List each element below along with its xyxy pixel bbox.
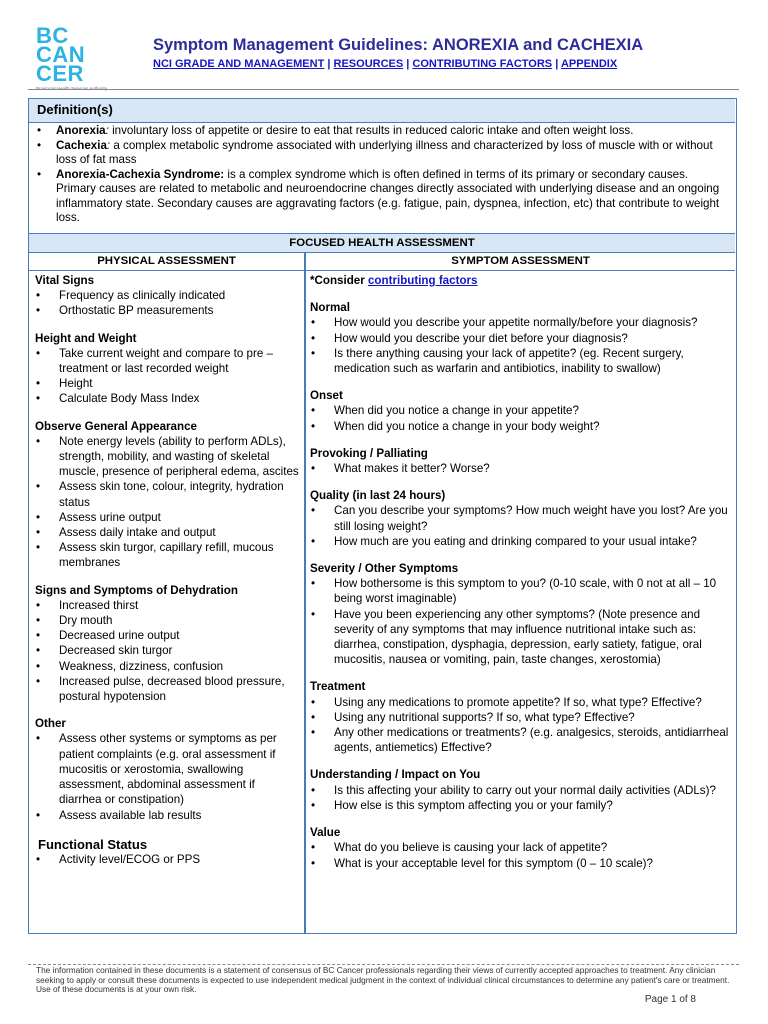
list-item: • Increased thirst [35, 598, 300, 613]
list-item: • What do you believe is causing your lack of appetite? [310, 840, 732, 855]
list [310, 576, 732, 667]
section-title: Other [35, 717, 66, 731]
definition-item: • Anorexia-Cachexia Syndrome: is a complex syndrome which is often defined in terms of its primary or secondary causes. Primary causes are related to metabolic and neuroendocrine changes directly associated with underlying disease and an ongoing inflammatory state. Secondary causes are aggravating factors (e.g. fatigue, pain, dyspnea, infection, etc) that contribute to weight loss. [29, 168, 729, 226]
logo-line-3: CER [36, 61, 84, 86]
list-item: • Height [35, 376, 300, 391]
list [35, 598, 300, 704]
list-item: • Calculate Body Mass Index [35, 391, 300, 406]
list-item: • Note energy levels (ability to perform ADLs), strength, mobility, and wasting of skeletal muscle, presence of peripheral edema, ascites [35, 434, 300, 480]
list-item: • Take current weight and compare to pre – treatment or last recorded weight [35, 346, 300, 376]
section-title: Onset [310, 389, 343, 403]
list-item: • Weakness, dizziness, confusion [35, 659, 300, 674]
list-item: • Decreased urine output [35, 628, 300, 643]
list-item: • How bothersome is this symptom to you? (0-10 scale, with 0 not at all – 10 being worst imaginable) [310, 576, 732, 606]
list-item: • Any other medications or treatments? (e.g. analgesics, steroids, antidiarrheal agents, antiemetics) Effective? [310, 725, 732, 755]
list [310, 503, 732, 549]
column-divider [304, 253, 306, 933]
definitions-heading: Definition(s) [37, 102, 113, 117]
section-title: Quality (in last 24 hours) [310, 489, 446, 503]
definitions-list [29, 124, 729, 226]
list-item: • Assess urine output [35, 510, 300, 525]
list-item: • Is there anything causing your lack of appetite? (eg. Recent surgery, medication such as warfarin and antibiotics, inability to swallow) [310, 346, 732, 376]
list-item: • Assess daily intake and output [35, 525, 300, 540]
header-divider [28, 89, 739, 90]
section-title: Provoking / Palliating [310, 446, 428, 460]
list-item: • When did you notice a change in your appetite? [310, 403, 732, 418]
list [310, 315, 732, 376]
section-title: Vital Signs [35, 274, 95, 287]
section-title: Severity / Other Symptoms [310, 562, 459, 576]
logo-line-2: CAN [36, 42, 86, 67]
list-item: • Using any medications to promote appetite? If so, what type? Effective? [310, 695, 732, 710]
list [310, 403, 732, 433]
section-title: Treatment [310, 680, 366, 694]
physical-assessment-heading: PHYSICAL ASSESSMENT [29, 253, 304, 271]
list-item: • What is your acceptable level for this symptom (0 – 10 scale)? [310, 856, 732, 871]
list-item: • Dry mouth [35, 613, 300, 628]
list-item: • Have you been experiencing any other symptoms? (Note presence and severity of any symptoms that may influence nutritional intake such as: diarrhea, constipation, dysphagia, depression, early satiety, fatigue, oral mucositis, nausea or vomiting, pain, taste changes, xerostomia) [310, 607, 732, 668]
physical-assessment-column [35, 273, 300, 867]
consider-note: *Consider contributing factors [310, 274, 478, 287]
section-nav [153, 58, 617, 70]
definition-item: • Cachexia: a complex metabolic syndrome associated with underlying illness and characterized by loss of muscle with or without loss of fat mass [29, 139, 729, 168]
nav-separator: | [555, 58, 559, 70]
list-item: • Frequency as clinically indicated [35, 288, 300, 303]
nav-link-nci-grade[interactable]: NCI GRADE AND MANAGEMENT [153, 58, 325, 70]
functional-status-title: Functional Status [38, 836, 148, 852]
definitions-header [29, 99, 735, 123]
nav-separator: | [406, 58, 410, 70]
symptom-assessment-column [310, 273, 732, 871]
list-item: • Is this affecting your ability to carry out your normal daily activities (ADLs)? [310, 783, 732, 798]
list-item: • When did you notice a change in your body weight? [310, 419, 732, 434]
definition-item: • Anorexia: involuntary loss of appetite or desire to eat that results in reduced caloric intake and often weight loss. [29, 124, 729, 139]
page-number: Page 1 of 8 [644, 994, 696, 1005]
list-item: • Assess skin turgor, capillary refill, mucous membranes [35, 540, 300, 570]
symptom-assessment-heading: SYMPTOM ASSESSMENT [306, 253, 735, 271]
focused-assessment-header: FOCUSED HEALTH ASSESSMENT [29, 233, 735, 253]
list [35, 346, 300, 407]
section-title: Value [310, 826, 341, 840]
list-item: • How much are you eating and drinking compared to your usual intake? [310, 534, 732, 549]
nav-link-appendix[interactable]: APPENDIX [560, 58, 618, 70]
section-title: Normal [310, 301, 350, 315]
list-item: • Increased pulse, decreased blood pressure, postural hypotension [35, 674, 300, 704]
list [35, 852, 300, 867]
list [35, 288, 300, 318]
list-item: • Assess other systems or symptoms as per patient complaints (e.g. oral assessment if mucositis or xerostomia, swallowing assessment, abdominal assessment if diarrhea or constipation) [35, 731, 300, 807]
list-item: • Assess available lab results [35, 808, 300, 823]
list-item: • How would you describe your appetite normally/before your diagnosis? [310, 315, 732, 330]
list-item: • Using any nutritional supports? If so, what type? Effective? [310, 710, 732, 725]
section-title: Height and Weight [35, 331, 137, 345]
list-item: • Orthostatic BP measurements [35, 303, 300, 318]
guideline-table [28, 98, 737, 934]
list-item: • Activity level/ECOG or PPS [35, 852, 300, 867]
footer-disclaimer: The information contained in these documents is a statement of consensus of BC Cancer professionals regarding their views of currently accepted approaches to treatment. Any clinician seeking to apply or consult these documents is expected to use independent medical judgment in the context of individual clinical circumstances to determine any patient's care or treatment. Use of these documents is at your own risk. [36, 965, 730, 994]
contributing-factors-link[interactable]: contributing factors [367, 274, 478, 287]
list [310, 695, 732, 756]
logo-line-1: BC [36, 23, 69, 48]
list-item: • How would you describe your diet before your diagnosis? [310, 331, 732, 346]
list [310, 461, 732, 476]
bc-cancer-logo [36, 23, 96, 92]
list-item: • Can you describe your symptoms? How much weight have you lost? Are you still losing weight? [310, 503, 732, 533]
page-title: Symptom Management Guidelines: ANOREXIA and CACHEXIA [153, 36, 644, 54]
nav-link-contributing-factors[interactable]: CONTRIBUTING FACTORS [412, 58, 553, 70]
list-item: • How else is this symptom affecting you or your family? [310, 798, 732, 813]
list-item: • What makes it better? Worse? [310, 461, 732, 476]
list-item: • Decreased skin turgor [35, 643, 300, 658]
section-title: Observe General Appearance [35, 419, 197, 433]
list [35, 731, 300, 822]
section-title: Understanding / Impact on You [310, 768, 481, 782]
section-title: Signs and Symptoms of Dehydration [35, 583, 238, 597]
list [35, 434, 300, 571]
nav-link-resources[interactable]: RESOURCES [333, 58, 404, 70]
list [310, 840, 732, 870]
list-item: • Assess skin tone, colour, integrity, hydration status [35, 479, 300, 509]
nav-separator: | [327, 58, 331, 70]
list [310, 783, 732, 813]
